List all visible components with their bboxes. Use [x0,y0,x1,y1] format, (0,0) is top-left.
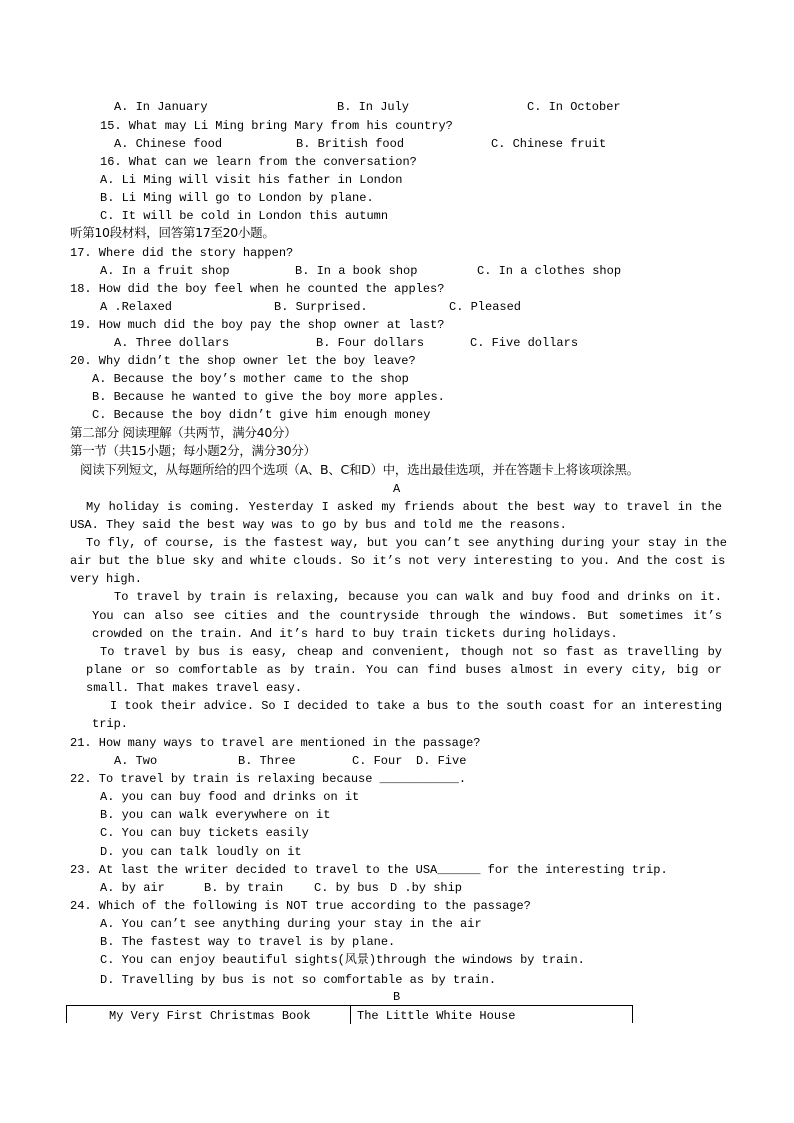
q22-option-b: B. you can walk everywhere on it [100,808,331,822]
q24-option-c: C. You can enjoy beautiful sights(风景)through the windows by train. [100,953,585,967]
q19-option-c: C. Five dollars [470,336,579,350]
table-divider [350,1006,351,1024]
q18-option-a: A .Relaxed [100,300,173,314]
passage-a-line: To travel by train is relaxing, because you can walk and buy food and drinks on it. [114,590,722,604]
q19-option-a: A. Three dollars [114,336,230,350]
q17-option-a: A. In a fruit shop [100,264,230,278]
q23-option-a: A. by air [100,881,165,895]
q21-option-c: C. Four [352,754,403,768]
passage-a-line: You can also see cities and the countryside through the windows. But sometimes it’s [92,609,722,623]
q24-option-d: D. Travelling by bus is not so comfortable as by train. [100,973,497,987]
section-10-heading: 听第10段材料，回答第17至20小题。 [70,225,275,240]
q16-option-b: B. Li Ming will go to London by plane. [100,191,374,205]
q21-option-a: A. Two [114,754,158,768]
section-1-heading: 第一节（共15小题；每小题2分，满分30分） [70,443,316,458]
q19-option-b: B. Four dollars [316,336,425,350]
passage-a-line: very high. [70,572,143,586]
q23-option-c: C. by bus [314,881,379,895]
q18-option-c: C. Pleased [449,300,522,314]
q23-option-b: B. by train [204,881,284,895]
q21-option-b: B. Three [238,754,296,768]
q20-option-c: C. Because the boy didn’t give him enough money [92,408,431,422]
passage-a-line: plane or so comfortable as by train. You can find buses almost in every city, big or [86,663,722,677]
q14-option-a: A. In January [114,100,208,114]
q20-option-a: A. Because the boy’s mother came to the shop [92,372,409,386]
q22-option-c: C. You can buy tickets easily [100,826,309,840]
q21-option-d: D. Five [416,754,467,768]
passage-a-line: To fly, of course, is the fastest way, but you can’t see anything during your stay in the [86,536,727,550]
passage-b-label: B [393,990,401,1004]
table-cell-book-2: The Little White House [357,1009,516,1023]
table-cell-book-1: My Very First Christmas Book [109,1009,311,1023]
question-19: 19. How much did the boy pay the shop owner at last? [70,318,445,332]
question-17: 17. Where did the story happen? [70,246,294,260]
part-2-heading: 第二部分 阅读理解（共两节，满分40分） [70,425,297,440]
q17-option-b: B. In a book shop [295,264,418,278]
question-24: 24. Which of the following is NOT true according to the passage? [70,899,531,913]
passage-a-line: USA. They said the best way was to go by bus and told me the reasons. [70,518,567,532]
q16-option-c: C. It will be cold in London this autumn [100,209,389,223]
q14-option-b: B. In July [337,100,410,114]
reading-instructions: 阅读下列短文，从每题所给的四个选项（A、B、C和D）中，选出最佳选项，并在答题卡上将该项涂黑。 [80,462,639,477]
passage-a-line: My holiday is coming. Yesterday I asked my friends about the best way to travel in the [86,500,722,514]
q15-option-a: A. Chinese food [114,137,223,151]
question-22: 22. To travel by train is relaxing because ___________. [70,772,467,786]
q15-option-c: C. Chinese fruit [491,137,607,151]
q16-option-a: A. Li Ming will visit his father in London [100,173,403,187]
q22-option-d: D. you can talk loudly on it [100,845,302,859]
q24-option-a: A. You can’t see anything during your stay in the air [100,917,482,931]
passage-a-line: To travel by bus is easy, cheap and convenient, though not so fast as travelling by [100,645,722,659]
question-15: 15. What may Li Ming bring Mary from his country? [100,119,453,133]
question-18: 18. How did the boy feel when he counted the apples? [70,282,445,296]
question-23: 23. At last the writer decided to travel to the USA______ for the interesting trip. [70,863,668,877]
question-16: 16. What can we learn from the conversation? [100,155,417,169]
question-20: 20. Why didn’t the shop owner let the boy leave? [70,354,416,368]
q24-option-b: B. The fastest way to travel is by plane. [100,935,396,949]
q17-option-c: C. In a clothes shop [477,264,622,278]
passage-a-line: small. That makes travel easy. [86,681,303,695]
q18-option-b: B. Surprised. [274,300,368,314]
q23-option-d: D .by ship [390,881,463,895]
q15-option-b: B. British food [296,137,405,151]
q14-option-c: C. In October [527,100,621,114]
q20-option-b: B. Because he wanted to give the boy more apples. [92,390,445,404]
q22-option-a: A. you can buy food and drinks on it [100,790,360,804]
passage-a-line: trip. [92,717,129,731]
passage-a-line: crowded on the train. And it’s hard to buy train tickets during holidays. [92,627,618,641]
passage-a-line: I took their advice. So I decided to take a bus to the south coast for an interesting [110,699,723,713]
passage-a-line: air but the blue sky and white clouds. So it’s not very interesting to you. And the cost is [70,554,726,568]
question-21: 21. How many ways to travel are mentioned in the passage? [70,736,481,750]
passage-a-label: A [393,482,401,496]
passage-b-table [66,1005,633,1023]
